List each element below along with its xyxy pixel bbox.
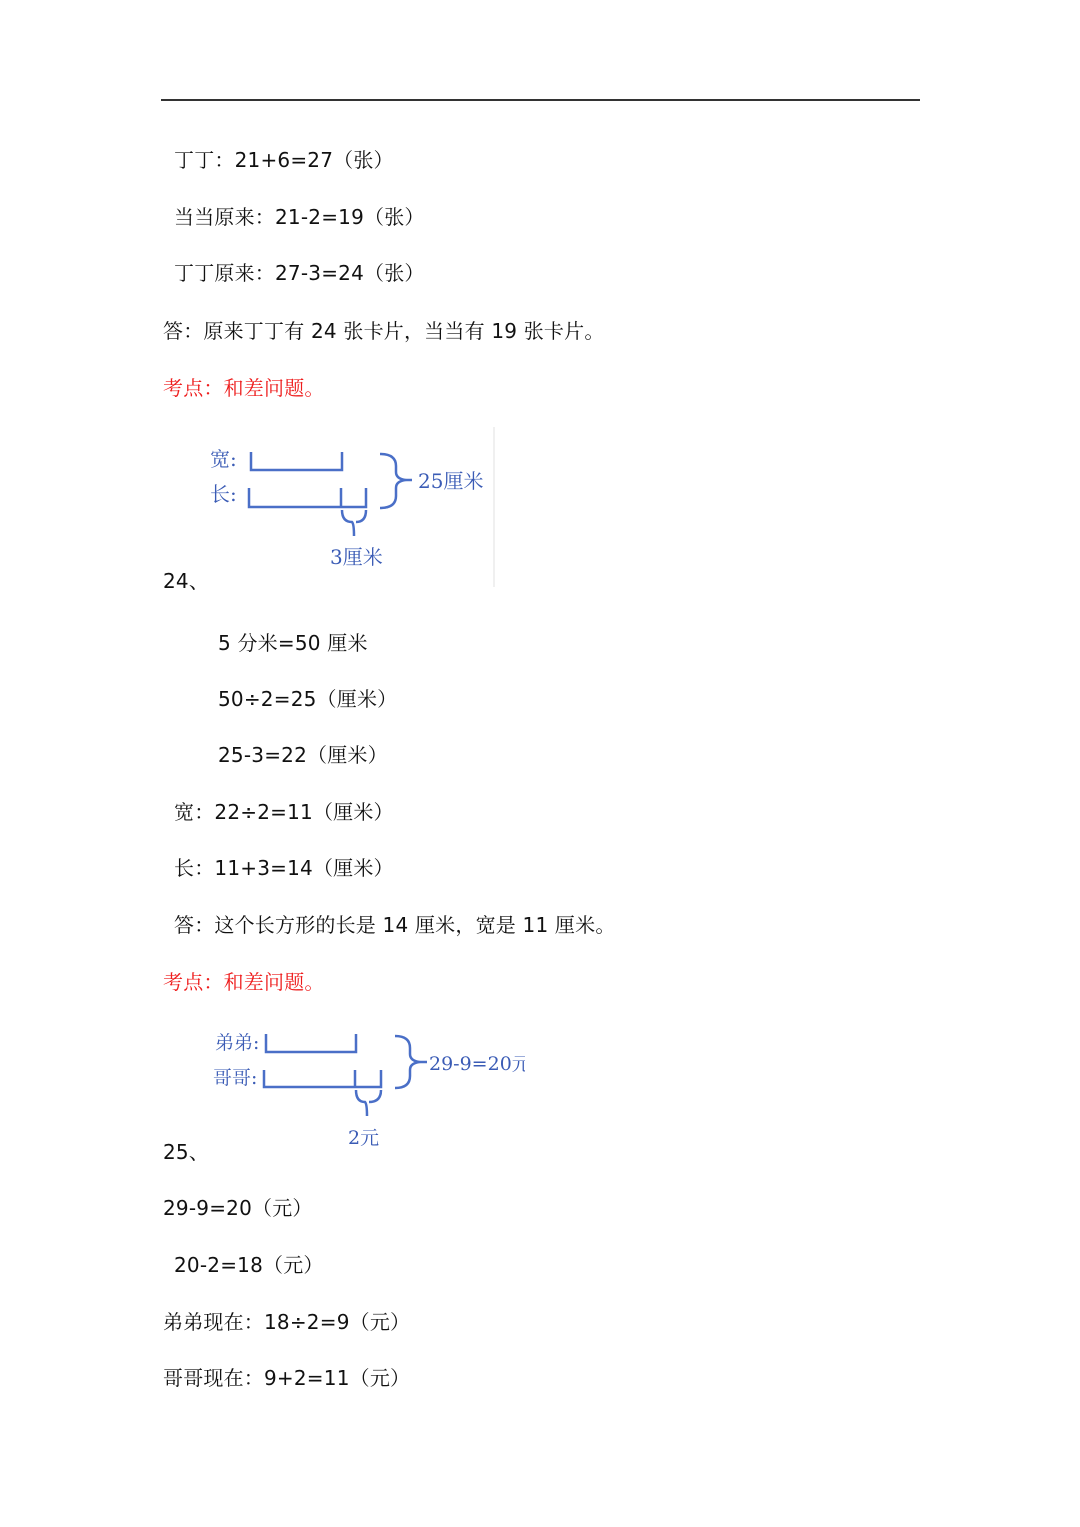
q24-total-label: 25厘米 [418,469,484,493]
q25-total-label: 29-9=20元 [429,1053,525,1075]
q24-step-3: 25-3=22（厘米） [218,743,388,767]
q24-label-length: 长: [210,482,237,506]
q25-label-younger: 弟弟: [215,1032,260,1054]
diagram-edge [493,427,495,587]
calc-dingding-original: 丁丁原来：27-3=24（张） [174,261,425,285]
q25-older-now: 哥哥现在：9+2=11（元） [163,1366,411,1390]
q24-step-2: 50÷2=25（厘米） [218,687,398,711]
calc-dangdang-original: 当当原来：21-2=19（张） [174,205,425,229]
q25-step-1: 29-9=20（元） [163,1196,313,1220]
answer-23: 答：原来丁丁有 24 张卡片，当当有 19 张卡片。 [163,319,605,343]
calc-dingding: 丁丁：21+6=27（张） [174,148,394,172]
q24-diff-label: 3厘米 [330,545,383,569]
q25-label-older: 哥哥: [213,1067,258,1089]
q25-younger-now: 弟弟现在：18÷2=9（元） [163,1310,411,1334]
q24-length-calc: 长：11+3=14（厘米） [174,856,394,880]
q24-answer: 答：这个长方形的长是 14 厘米，宽是 11 厘米。 [174,913,616,937]
header-rule [161,99,920,101]
q24-key-point: 考点：和差问题。 [163,970,325,994]
q24-width-calc: 宽：22÷2=11（厘米） [174,800,394,824]
q24-step-1: 5 分米=50 厘米 [218,631,368,655]
q25-diff-label: 2元 [348,1127,380,1149]
q24-number: 24、 [163,569,210,593]
q24-line-diagram [200,430,500,590]
q24-label-width: 宽: [210,447,237,471]
q25-step-2: 20-2=18（元） [174,1253,324,1277]
q25-line-diagram [205,1020,525,1150]
key-point-23: 考点：和差问题。 [163,376,325,400]
q25-number: 25、 [163,1140,210,1164]
